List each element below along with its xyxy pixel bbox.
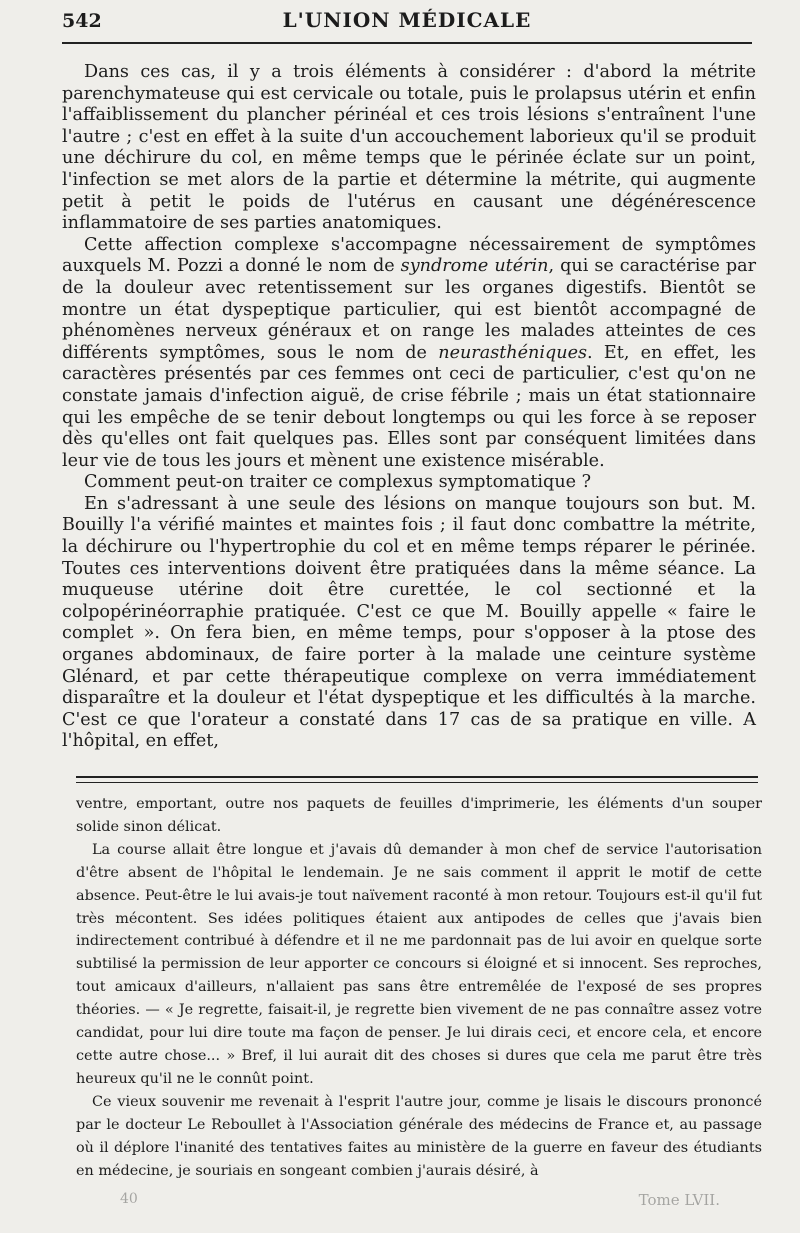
paragraph: Dans ces cas, il y a trois éléments à considérer : d'abord la métrite parenchymateuse qui est cervicale ou totale, puis le prolapsus utérin et enfin l'affaiblissement du plancher périnéal et ces trois lésions s'entraînent l'une l'autre ; c'est en effet à la suite d'un accouchement laborieux qu'il se produit une déchirure du col, en même temps que le périnée éclate sur un point, l'infection se met alors de la partie et détermine la métrite, qui augmente petit à petit le poids de l'utérus en causant une dégénérescence inflammatoire de ses parties anatomiques. [62, 62, 756, 234]
feuilleton-divider [76, 776, 758, 783]
volume-label: Tome LVII. [638, 1191, 720, 1209]
header-rule [62, 42, 752, 44]
main-article [62, 62, 756, 753]
page-number: 542 [62, 10, 102, 32]
italic-term: syndrome utérin [400, 256, 549, 277]
text-run: , qui se caractérise par de la douleur avec retentissement sur les organes digestifs. Bientôt se montre un état dyspeptique particulier, qui est bientôt accompagné de phénomènes nerveux généraux et on range les malades atteintes de ces différents symptômes, sous le nom de [62, 256, 757, 363]
italic-term: neurasthéniques [438, 342, 588, 363]
text-run: Cette affection complexe s'accompagne nécessairement de symptômes auxquels M. Pozzi a donné le nom de [62, 234, 756, 277]
paragraph: En s'adressant à une seule des lésions on manque toujours son but. M. Bouilly l'a vérifié maintes et maintes fois ; il faut donc combattre la métrite, la déchirure ou l'hypertrophie du col et en même temps réparer le périnée. Toutes ces interventions doivent être pratiquées dans la même séance. La muqueuse utérine doit être curettée, le col sectionné et la colpopérinéorraphie pratiquée. C'est ce que M. Bouilly appelle « faire le complet ». On fera bien, en même temps, pour s'opposer à la ptose des organes abdominaux, de faire porter à la malade une ceinture système Glénard, et par cette thérapeutique complexe on verra immédiatement disparaître et la douleur et l'état dyspeptique et les difficultés à la marche. C'est ce que l'orateur a constaté dans 17 cas de sa pratique en ville. A l'hôpital, en effet, [62, 493, 756, 752]
feuilleton-section [76, 793, 762, 1182]
page-header [62, 8, 752, 38]
signature-mark: 40 [120, 1191, 138, 1207]
paragraph [62, 235, 756, 473]
running-title: L'UNION MÉDICALE [282, 8, 532, 32]
feuilleton-paragraph: La course allait être longue et j'avais dû demander à mon chef de service l'autorisation d'être absent de l'hôpital le lendemain. Je ne sais comment il apprit le motif de cette absence. Peut-être le lui avais-je tout naïvement raconté à mon retour. Toujours est-il qu'il fut très mécontent. Ses idées politiques étaient aux antipodes de celles que j'avais bien indirectement contribué à défendre et il ne me pardonnait pas de lui avoir en quelque sorte subtilisé la permission de leur apporter ce concours si éloigné et si innocent. Ses reproches, tout amicaux d'ailleurs, n'allaient pas sans être entremêlée de l'exposé de ses propres théories. — « Je regrette, faisait-il, je regrette bien vivement de ne pas connaître assez votre candidat, pour lui dire toute ma façon de penser. Je lui dirais ceci, et encore cela, et encore cette autre chose... » Bref, il lui aurait dit des choses si dures que cela me parut être très heureux qu'il ne le connût point. [76, 841, 762, 1087]
text-run: . Et, en effet, les caractères présentés par ces femmes ont ceci de particulier, c'est qu'on ne constate jamais d'infection aiguë, de crise fébrile ; mais un état stationnaire qui les empêche de se tenir debout longtemps ou qui les force à se reposer dès qu'elles ont fait quelques pas. Elles sont par conséquent limitées dans leur vie de tous les jours et mènent une existence misérable. [62, 342, 756, 471]
paragraph: Comment peut-on traiter ce complexus symptomatique ? [84, 472, 592, 493]
feuilleton-paragraph: Ce vieux souvenir me revenait à l'esprit l'autre jour, comme je lisais le discours prononcé par le docteur Le Reboullet à l'Association générale des médecins de France et, au passage où il déplore l'inanité des tentatives faites au ministère de la guerre en faveur des étudiants en médecine, je souriais en songeant combien j'aurais désiré, à [76, 1093, 762, 1179]
page-footer [0, 1185, 800, 1225]
feuilleton-paragraph: ventre, emportant, outre nos paquets de feuilles d'imprimerie, les éléments d'un souper solide sinon délicat. [76, 796, 762, 835]
